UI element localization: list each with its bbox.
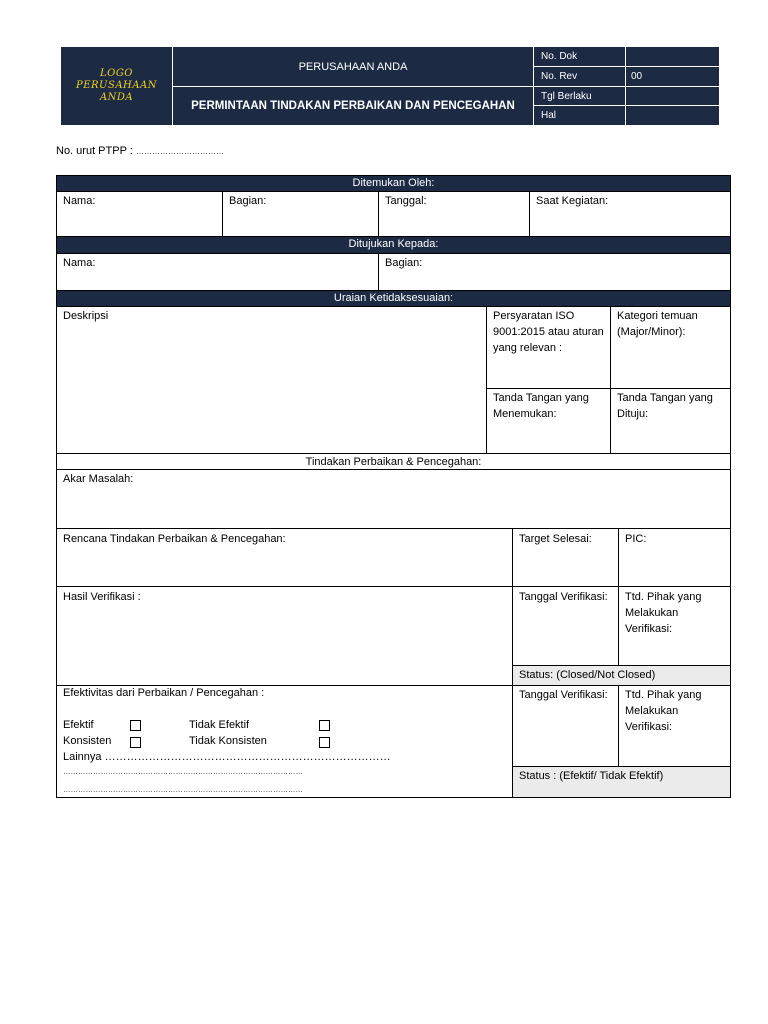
- doc-no-value: [631, 47, 719, 66]
- field-bagian-ditemukan[interactable]: Bagian:: [222, 191, 379, 237]
- logo-placeholder: [61, 47, 172, 125]
- efektivitas-box: [56, 685, 513, 798]
- lainnya-field[interactable]: [63, 751, 391, 763]
- tidak-konsisten-label: Tidak Konsisten: [189, 735, 267, 747]
- tidak-konsisten-checkbox[interactable]: [319, 737, 330, 748]
- field-bagian-ditujukan[interactable]: Bagian:: [378, 253, 731, 291]
- effective-date-label: Tgl Berlaku: [541, 90, 592, 102]
- logo-line: LOGO: [99, 68, 134, 79]
- no-urut-dots[interactable]: ……………………………: [135, 147, 224, 156]
- field-status-efektif[interactable]: Status : (Efektif/ Tidak Efektif): [512, 766, 731, 798]
- company-name: PERUSAHAAN ANDA: [298, 60, 408, 73]
- field-deskripsi[interactable]: Deskripsi: [56, 306, 487, 454]
- field-persyaratan[interactable]: Persyaratan ISO 9001:2015 atau aturan yang relevan :: [486, 306, 611, 389]
- field-target-selesai[interactable]: Target Selesai:: [512, 528, 619, 587]
- field-pic[interactable]: PIC:: [618, 528, 731, 587]
- lainnya-label: Lainnya ……………………………………………………………………: [63, 751, 391, 763]
- field-ttd-verifikasi-2[interactable]: Ttd. Pihak yang Melakukan Verifikasi:: [618, 685, 731, 767]
- field-kategori-temuan[interactable]: Kategori temuan (Major/Minor):: [610, 306, 731, 389]
- form-title: PERMINTAAN TINDAKAN PERBAIKAN DAN PENCEGAHAN: [191, 100, 515, 112]
- field-rencana-tindakan[interactable]: Rencana Tindakan Perbaikan & Pencegahan:: [56, 528, 513, 587]
- field-tanggal-verifikasi-2[interactable]: Tanggal Verifikasi:: [512, 685, 619, 767]
- page-label: Hal: [541, 110, 557, 121]
- konsisten-label: Konsisten: [63, 735, 112, 747]
- field-ttd-menemukan[interactable]: Tanda Tangan yang Menemukan:: [486, 388, 611, 454]
- section-tindakan: Tindakan Perbaikan & Pencegahan:: [56, 453, 731, 470]
- field-nama-ditujukan[interactable]: Nama:: [56, 253, 379, 291]
- section-uraian: Uraian Ketidaksesuaian:: [57, 291, 730, 307]
- page-value: [631, 106, 719, 125]
- no-urut-line: [56, 145, 224, 157]
- tidak-efektif-label: Tidak Efektif: [189, 719, 250, 731]
- field-tanggal-ditemukan[interactable]: Tanggal:: [378, 191, 530, 237]
- konsisten-checkbox[interactable]: [130, 737, 141, 748]
- section-ditemukan: Ditemukan Oleh:: [57, 176, 730, 192]
- tidak-efektif-checkbox[interactable]: [319, 720, 330, 731]
- field-ttd-verifikasi[interactable]: Ttd. Pihak yang Melakukan Verifikasi:: [618, 586, 731, 666]
- section-ditujukan: Ditujukan Kepada:: [57, 237, 730, 253]
- field-hasil-verifikasi[interactable]: Hasil Verifikasi :: [56, 586, 513, 686]
- efektivitas-label: Efektivitas dari Perbaikan / Pencegahan :: [63, 687, 265, 699]
- field-ttd-dituju[interactable]: Tanda Tangan yang Dituju:: [610, 388, 731, 454]
- field-nama-ditemukan[interactable]: Nama:: [56, 191, 223, 237]
- dots-line-1[interactable]: ……………………………………………………………………………………: [63, 767, 303, 776]
- field-tanggal-verifikasi[interactable]: Tanggal Verifikasi:: [512, 586, 619, 666]
- efektif-label: Efektif: [63, 719, 94, 731]
- logo-line: ANDA: [99, 92, 134, 103]
- effective-date-value: [631, 87, 719, 105]
- field-saat-kegiatan[interactable]: Saat Kegiatan:: [529, 191, 731, 237]
- no-urut-label: No. urut PTPP :: [56, 145, 133, 157]
- logo-line: PERUSAHAAN: [76, 80, 157, 91]
- rev-no-value: 00: [631, 71, 643, 82]
- field-status-closed[interactable]: Status: (Closed/Not Closed): [512, 665, 731, 686]
- rev-no-label: No. Rev: [541, 71, 578, 82]
- doc-no-label: No. Dok: [541, 51, 578, 62]
- efektif-checkbox[interactable]: [130, 720, 141, 731]
- dots-line-2[interactable]: ……………………………………………………………………………………: [63, 785, 303, 794]
- field-akar-masalah[interactable]: Akar Masalah:: [56, 469, 731, 529]
